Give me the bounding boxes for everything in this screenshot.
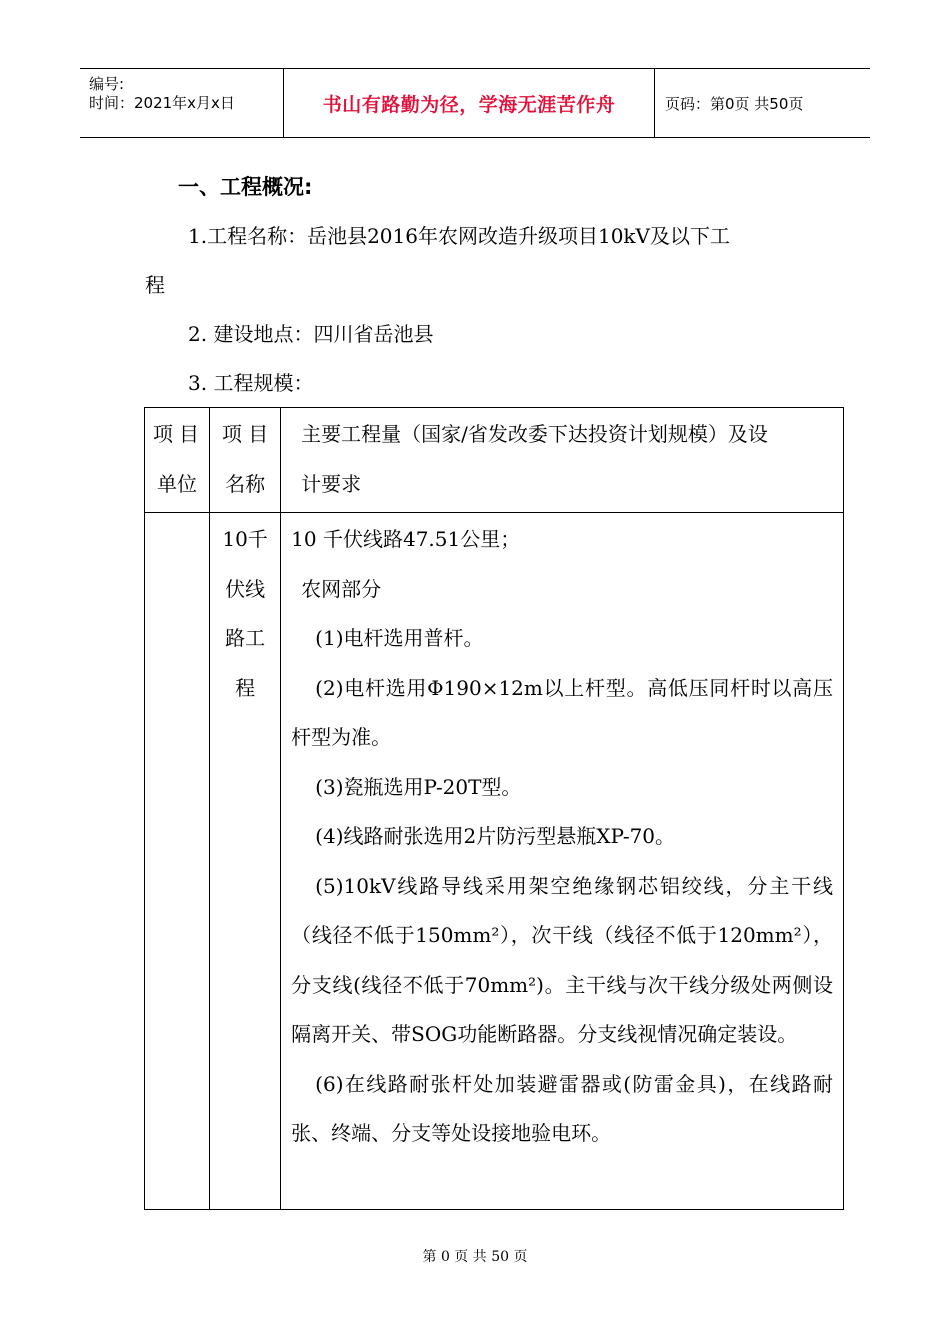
row-content (281, 513, 844, 1210)
item-location: 2. 建设地点：四川省岳池县 (188, 322, 434, 346)
header-main-line2: 计要求 (301, 471, 362, 496)
table-row (145, 513, 844, 1210)
row-name-line: 伏线 (225, 576, 266, 601)
row-name-line: 路工 (225, 626, 266, 650)
motto-text: 书山有路勤为径，学海无涯苦作舟 (322, 93, 616, 116)
header-name (210, 408, 281, 513)
content-line: (2)电杆选用Φ190×12m以上杆型。高低压同杆时以高压杆型为准。 (291, 675, 833, 749)
content-line: 农网部分 (301, 576, 382, 601)
section-heading: 一、工程概况: (178, 175, 313, 199)
header-name-line1: 项 目 (221, 422, 269, 446)
header-page-cell (654, 69, 870, 137)
header-motto-cell (283, 69, 655, 137)
header-name-line2: 名称 (225, 471, 266, 496)
number-label: 编号: (89, 75, 125, 93)
content-line: (6)在线路耐张杆处加装避雷器或(防雷金具)，在线路耐张、终端、分支等处设接地验电环。 (291, 1071, 833, 1145)
content-line: (1)电杆选用普杆。 (315, 626, 484, 650)
time-label: 时间：2021年x月x日 (89, 94, 235, 112)
item-scale: 3. 工程规模： (188, 371, 314, 395)
content-line: 10 千伏线路47.51公里； (291, 527, 521, 551)
content-line: (5)10kV线路导线采用架空绝缘钢芯铝绞线，分主干线（线径不低于150mm²），次干线（线径不低于120mm²），分支线(线径不低于70mm²)。主干线与次干线分级处两侧设隔离开关、带SOG功能断路器。分支线视情况确定装设。 (291, 873, 833, 1046)
content-line: (4)线路耐张选用2片防污型悬瓶XP-70。 (315, 824, 676, 848)
scale-table (144, 407, 844, 1210)
row-name (210, 513, 281, 1210)
header-unit-line1: 项目 (153, 422, 206, 446)
item-project-name-cont: 程 (145, 273, 165, 297)
item-project-name: 1.工程名称：岳池县2016年农网改造升级项目10kV及以下工 (188, 224, 730, 248)
header-unit (145, 408, 210, 513)
content-line: (3)瓷瓶选用P-20T型。 (315, 774, 522, 799)
page-footer: 第 0 页 共 50 页 (422, 1249, 528, 1265)
document-header (80, 68, 870, 138)
table-header-row (145, 408, 844, 513)
header-main (281, 408, 844, 513)
row-name-line: 10千 (222, 527, 268, 551)
header-unit-line2: 单位 (157, 471, 198, 496)
header-main-line1: 主要工程量（国家/省发改委下达投资计划规模）及设 (301, 422, 768, 446)
page-label: 页码：第0页 共50页 (665, 94, 804, 113)
header-meta (80, 69, 283, 137)
row-unit (145, 513, 210, 1210)
row-name-line: 程 (235, 675, 256, 700)
